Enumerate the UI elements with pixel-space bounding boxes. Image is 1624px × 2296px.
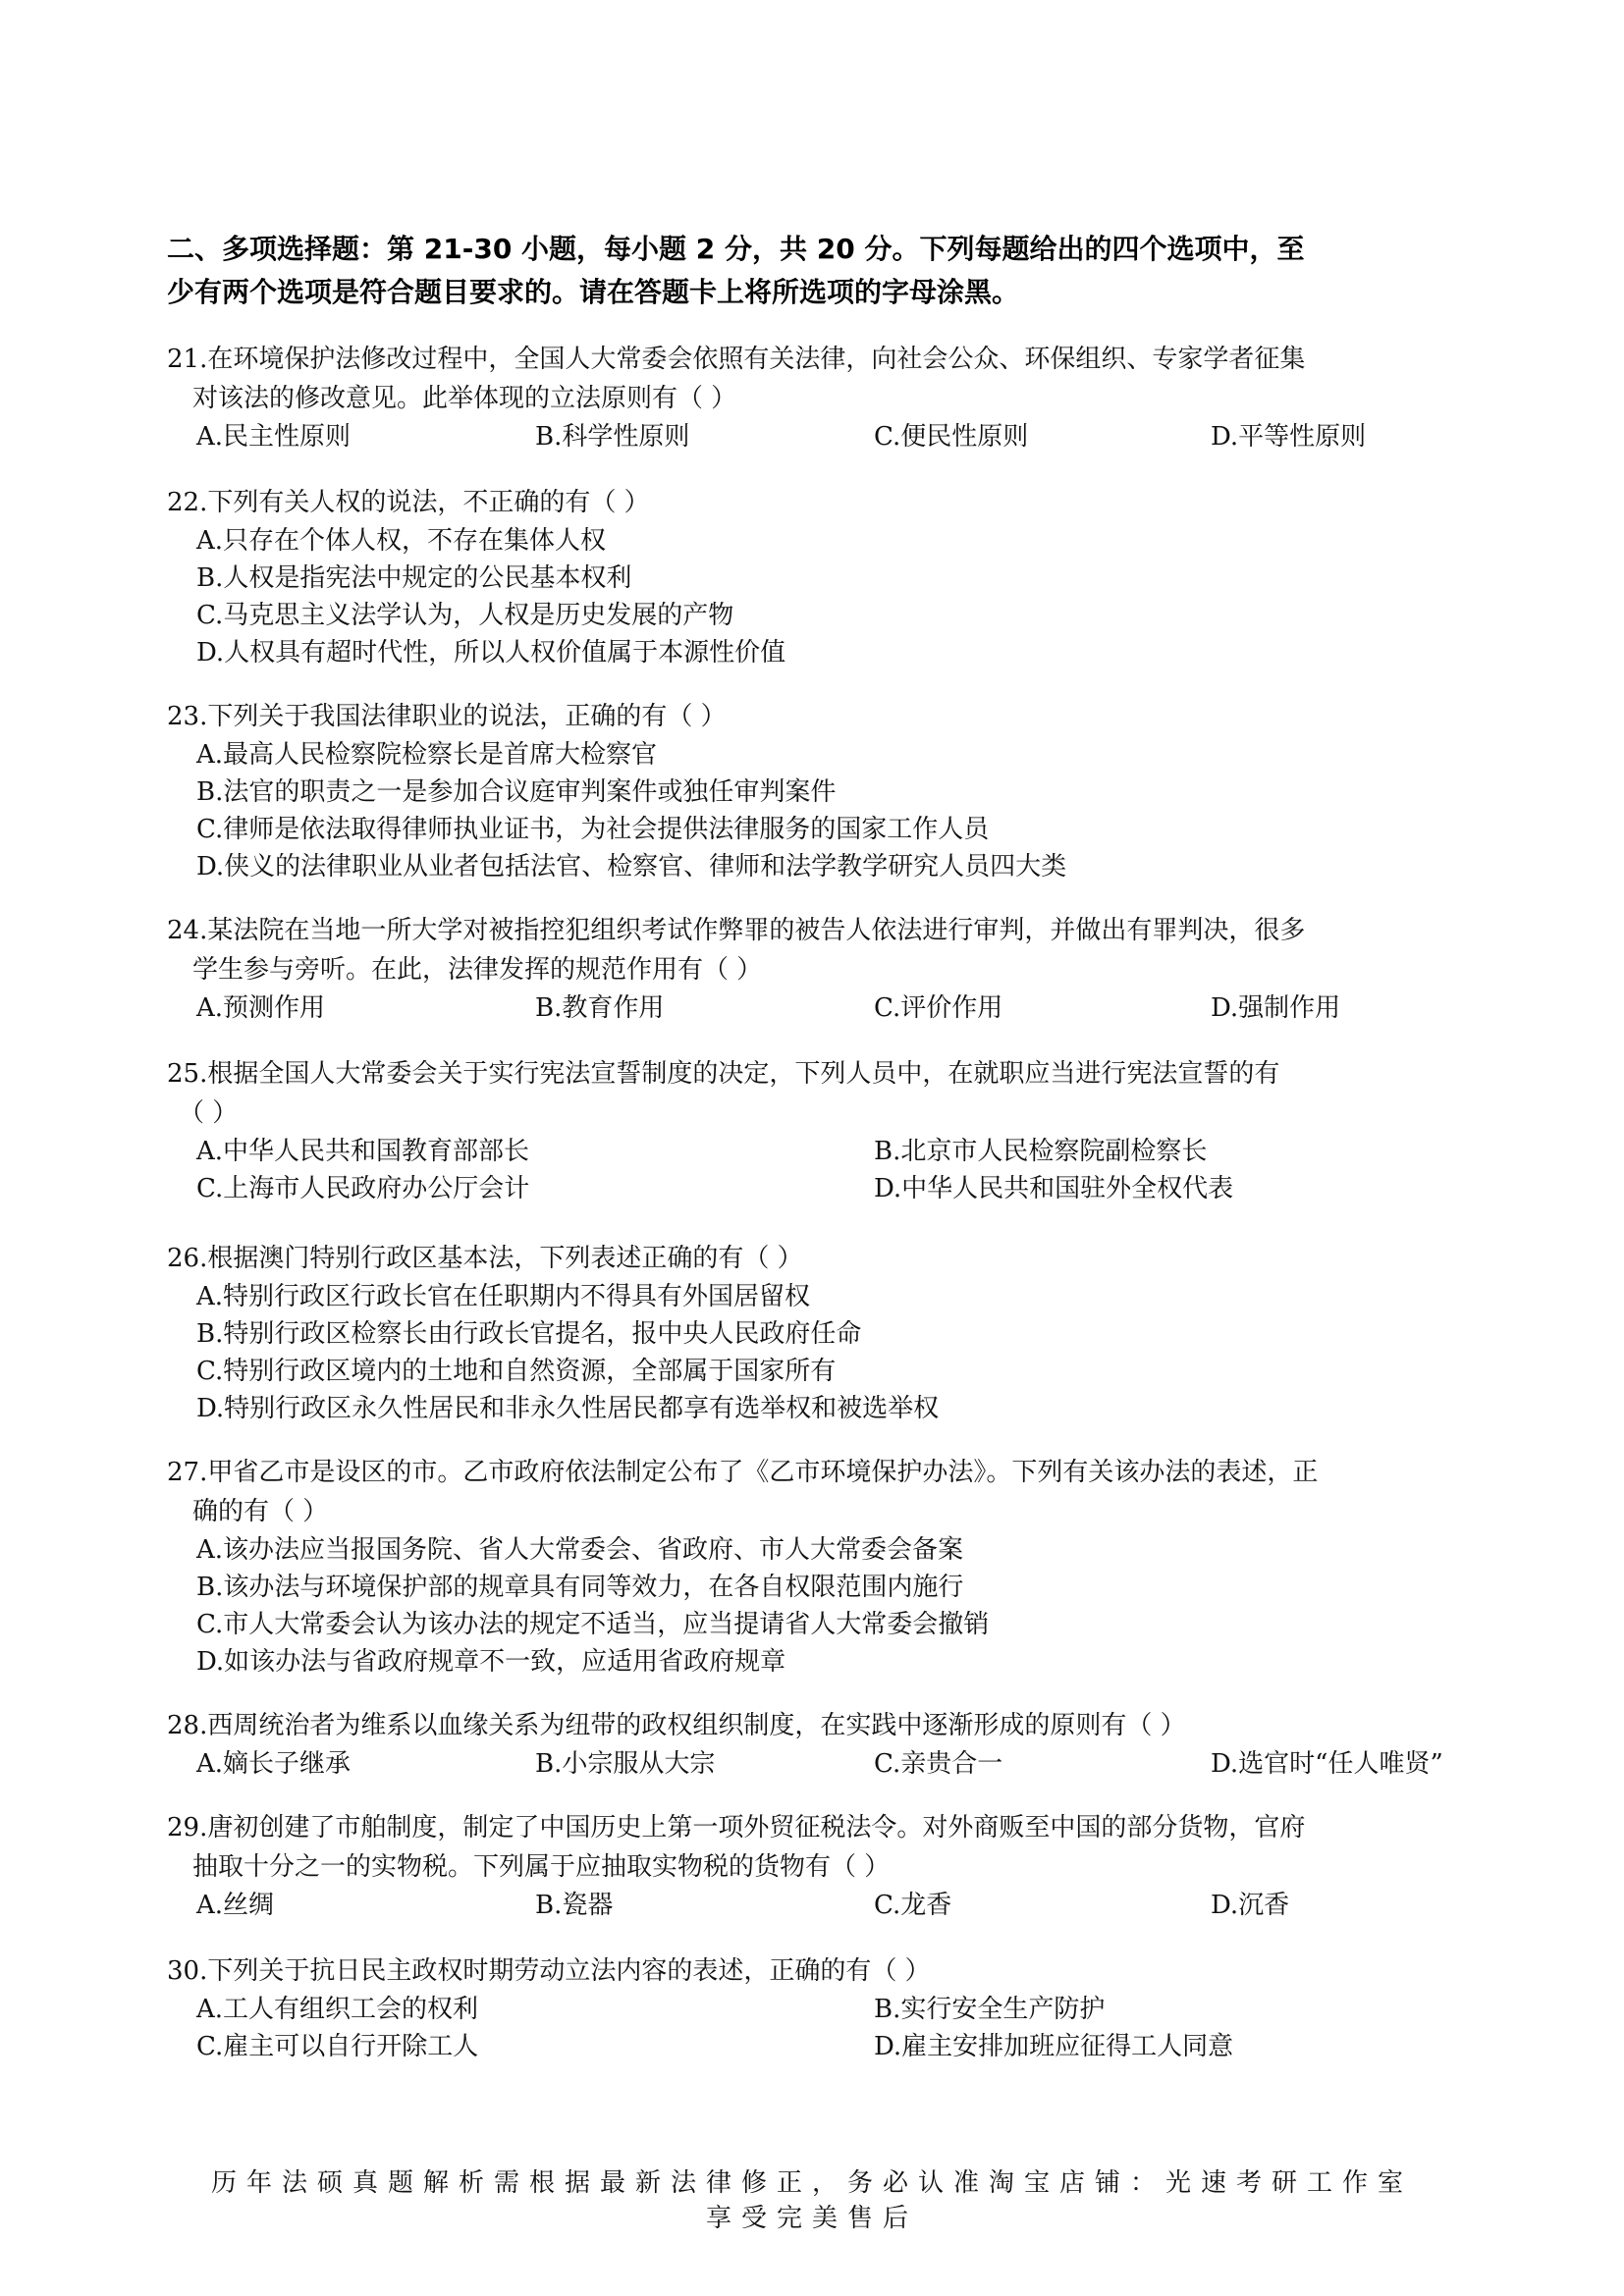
options-row (167, 2028, 1473, 2065)
question-stem: 26.根据澳门特别行政区基本法，下列表述正确的有（ ） (167, 1244, 803, 1273)
question-29 (167, 1808, 1473, 1924)
option-a: A.中华人民共和国教育部部长 (196, 1137, 530, 1166)
option-d: D.平等性原则 (1211, 422, 1367, 452)
option-a: A.特别行政区行政长官在任职期内不得具有外国居留权 (196, 1282, 811, 1311)
option-c: C.评价作用 (874, 993, 1003, 1023)
option-d: D.特别行政区永久性居民和非永久性居民都享有选举权和被选举权 (196, 1394, 940, 1423)
section-header-line-1: 二、多项选择题：第 21-30 小题，每小题 2 分，共 20 分。下列每题给出的四个选项中，至 (167, 233, 1305, 265)
question-stem: 28.西周统治者为维系以血缘关系为纽带的政权组织制度，在实践中逐渐形成的原则有（ ） (167, 1711, 1186, 1740)
option-b: B.法官的职责之一是参加合议庭审判案件或独任审判案件 (196, 777, 837, 807)
option-c: C.亲贵合一 (874, 1749, 1003, 1779)
options-row (167, 418, 1473, 455)
option-b: B.实行安全生产防护 (874, 1995, 1106, 2024)
option-a: A.工人有组织工会的权利 (196, 1995, 479, 2024)
option-b: B.人权是指宪法中规定的公民基本权利 (196, 563, 632, 593)
option-a: A.只存在个体人权，不存在集体人权 (196, 526, 607, 556)
option-c: C.上海市人民政府办公厅会计 (196, 1174, 530, 1203)
option-a: A.丝绸 (196, 1891, 275, 1920)
option-b: B.科学性原则 (535, 422, 690, 452)
option-d: D.选官时“任人唯贤” (1211, 1749, 1443, 1779)
options-row (167, 1133, 1473, 1170)
footer-line-2: 享受完美售后 (705, 2204, 918, 2233)
option-d: D.中华人民共和国驻外全权代表 (874, 1174, 1234, 1203)
option-c: C.龙香 (874, 1891, 952, 1920)
option-a: A.最高人民检察院检察长是首席大检察官 (196, 740, 658, 770)
option-c: C.市人大常委会认为该办法的规定不适当，应当提请省人大常委会撤销 (196, 1610, 990, 1639)
question-stem: 22.下列有关人权的说法，不正确的有（ ） (167, 488, 650, 517)
option-d: D.强制作用 (1211, 993, 1341, 1023)
question-stem-continued: 抽取十分之一的实物税。下列属于应抽取实物税的货物有（ ） (192, 1852, 891, 1882)
option-b: B.小宗服从大宗 (535, 1749, 716, 1779)
question-stem-continued: 确的有（ ） (192, 1497, 329, 1526)
question-stem: 25.根据全国人大常委会关于实行宪法宣誓制度的决定，下列人员中，在就职应当进行宪法宣誓的有 (167, 1059, 1280, 1089)
question-stem-continued: 学生参与旁听。在此，法律发挥的规范作用有（ ） (192, 955, 763, 985)
options-row (167, 1887, 1473, 1924)
question-27 (167, 1453, 1473, 1681)
question-stem: 24.某法院在当地一所大学对被指控犯组织考试作弊罪的被告人依法进行审判，并做出有罪判决，很多 (167, 916, 1306, 945)
footer-line-1: 历年法硕真题解析需根据最新法律修正，务必认准淘宝店铺：光速考研工作室 (210, 2168, 1413, 2198)
option-d: D.如该办法与省政府规章不一致，应适用省政府规章 (196, 1647, 786, 1677)
question-stem: 29.唐初创建了市舶制度，制定了中国历史上第一项外贸征税法令。对外商贩至中国的部分货物，官府 (167, 1813, 1306, 1842)
section-header (167, 228, 1463, 314)
option-c: C.律师是依法取得律师执业证书，为社会提供法律服务的国家工作人员 (196, 815, 990, 844)
option-c: C.马克思主义法学认为，人权是历史发展的产物 (196, 601, 734, 630)
option-d: D.雇主安排加班应征得工人同意 (874, 2032, 1234, 2061)
option-c: C.特别行政区境内的土地和自然资源，全部属于国家所有 (196, 1357, 837, 1386)
question-28 (167, 1706, 1473, 1783)
question-22 (167, 483, 1473, 671)
option-d: D.人权具有超时代性，所以人权价值属于本源性价值 (196, 638, 786, 667)
option-b: B.瓷器 (535, 1891, 614, 1920)
footer-notice (0, 2165, 1624, 2236)
options-row (167, 989, 1473, 1027)
options-row (167, 1745, 1473, 1783)
options-row (167, 1170, 1473, 1207)
option-b: B.特别行政区检察长由行政长官提名，报中央人民政府任命 (196, 1319, 862, 1349)
section-header-line-2: 少有两个选项是符合题目要求的。请在答题卡上将所选项的字母涂黑。 (167, 276, 1020, 308)
option-b: B.教育作用 (535, 993, 665, 1023)
question-stem: 27.甲省乙市是设区的市。乙市政府依法制定公布了《乙市环境保护办法》。下列有关该办法的表述，正 (167, 1458, 1319, 1487)
option-b: B.该办法与环境保护部的规章具有同等效力，在各自权限范围内施行 (196, 1573, 964, 1602)
question-25 (167, 1054, 1473, 1207)
option-a: A.预测作用 (196, 993, 326, 1023)
option-a: A.民主性原则 (196, 422, 352, 452)
question-30 (167, 1951, 1473, 2065)
option-d: D.侠义的法律职业从业者包括法官、检察官、律师和法学教学研究人员四大类 (196, 852, 1067, 881)
question-stem: 30.下列关于抗日民主政权时期劳动立法内容的表述，正确的有（ ） (167, 1956, 931, 1986)
options-row (167, 1991, 1473, 2028)
question-stem-continued: 对该法的修改意见。此举体现的立法原则有（ ） (192, 384, 737, 413)
option-b: B.北京市人民检察院副检察长 (874, 1137, 1208, 1166)
option-c: C.雇主可以自行开除工人 (196, 2032, 479, 2061)
question-stem: 21.在环境保护法修改过程中，全国人大常委会依照有关法律，向社会公众、环保组织、专家学者征集 (167, 345, 1306, 374)
question-23 (167, 697, 1473, 885)
question-stem-continued: （ ） (179, 1098, 239, 1128)
option-d: D.沉香 (1211, 1891, 1290, 1920)
question-24 (167, 911, 1473, 1027)
question-21 (167, 340, 1473, 455)
option-a: A.嫡长子继承 (196, 1749, 352, 1779)
option-c: C.便民性原则 (874, 422, 1029, 452)
question-26 (167, 1239, 1473, 1427)
option-a: A.该办法应当报国务院、省人大常委会、省政府、市人大常委会备案 (196, 1535, 964, 1565)
question-stem: 23.下列关于我国法律职业的说法，正确的有（ ） (167, 702, 727, 731)
